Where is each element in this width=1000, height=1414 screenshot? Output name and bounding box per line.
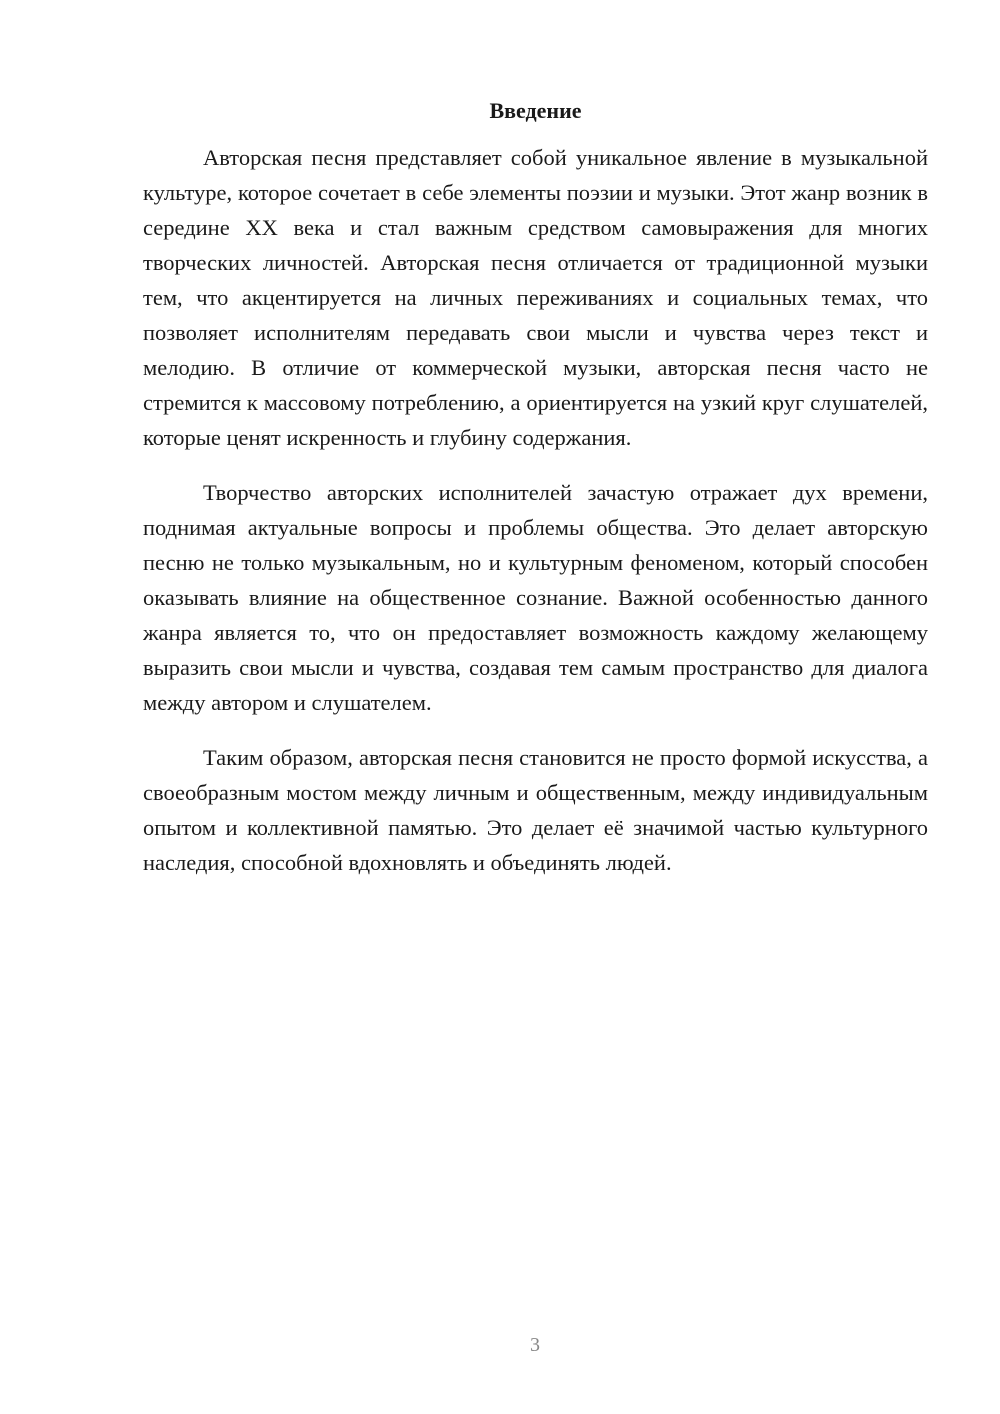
paragraph-3: Таким образом, авторская песня становится не просто формой искусства, а своеобразным мостом между личным и общественным, между индивидуальным опытом и коллективной памятью. Это делает её значимой частью культурного наследия, способной вдохновлять и объединять людей.	[143, 745, 928, 875]
section-heading: Введение	[489, 98, 582, 123]
page-content	[143, 96, 928, 880]
paragraph-2: Творчество авторских исполнителей зачастую отражает дух времени, поднимая актуальные вопросы и проблемы общества. Это делает авторскую песню не только музыкальным, но и культурным феноменом, который способен оказывать влияние на общественное сознание. Важной особенностью данного жанра является то, что он предоставляет возможность каждому желающему выразить свои мысли и чувства, создавая тем самым пространство для диалога между автором и слушателем.	[143, 480, 928, 715]
page-number: 3	[530, 1334, 540, 1356]
paragraph-1: Авторская песня представляет собой уникальное явление в музыкальной культуре, которое сочетает в себе элементы поэзии и музыки. Этот жанр возник в середине XX века и стал важным средством самовыражения для многих творческих личностей. Авторская песня отличается от традиционной музыки тем, что акцентируется на личных переживаниях и социальных темах, что позволяет исполнителям передавать свои мысли и чувства через текст и мелодию. В отличие от коммерческой музыки, авторская песня часто не стремится к массовому потреблению, а ориентируется на узкий круг слушателей, которые ценят искренность и глубину содержания.	[143, 145, 928, 450]
